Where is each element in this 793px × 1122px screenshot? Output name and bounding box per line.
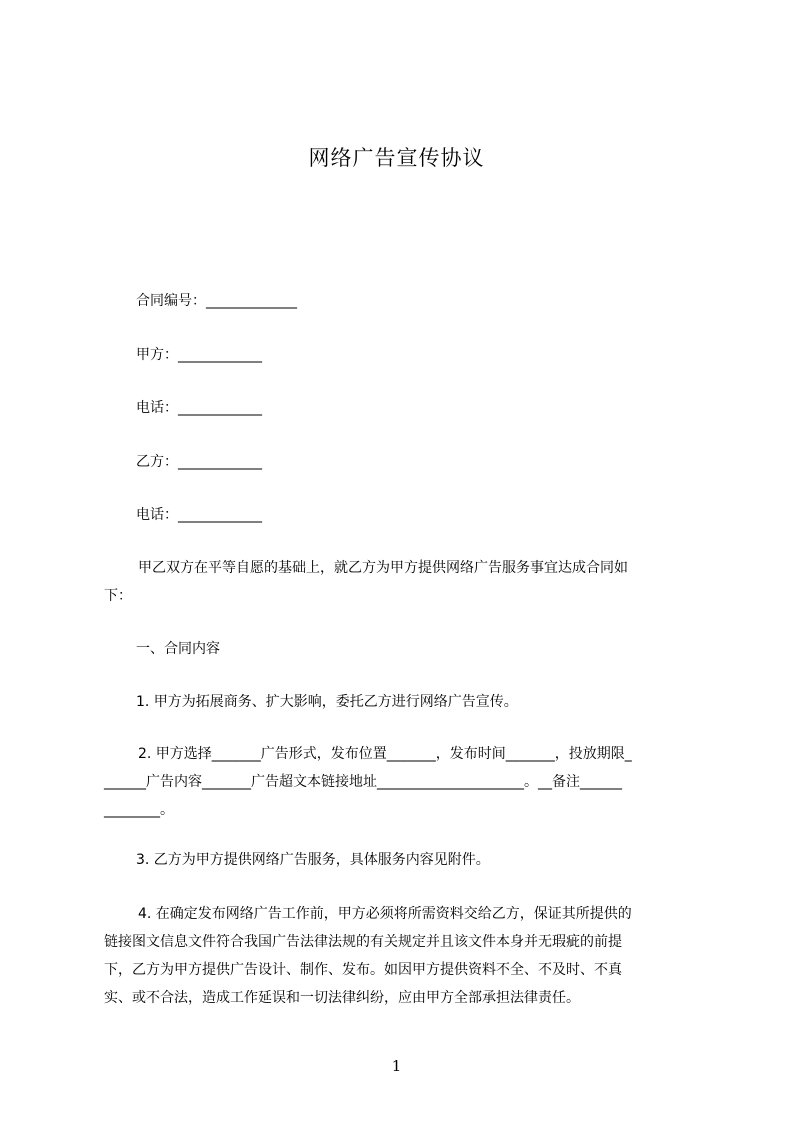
clause-line: 4. 在确定发布网络广告工作前，甲方必须将所需资料交给乙方，保证其所提供的 (138, 906, 632, 922)
clause-2 (104, 745, 704, 819)
clause-line: ________。 (104, 802, 174, 818)
page-number: 1 (391, 1057, 402, 1075)
intro-line: 下： (104, 588, 132, 604)
contract-number-field: 合同编号：_____________ (136, 293, 297, 309)
clause-4 (104, 905, 704, 1007)
intro-paragraph (104, 559, 704, 605)
clause-3: 3. 乙方为甲方提供网络广告服务，具体服务内容见附件。 (136, 852, 490, 868)
party-b-phone-field: 电话：____________ (136, 507, 262, 523)
clause-line: 实、或不合法，造成工作延误和一切法律纠纷，应由甲方全部承担法律责任。 (104, 990, 580, 1006)
clause-1: 1. 甲方为拓展商务、扩大影响，委托乙方进行网络广告宣传。 (136, 694, 518, 710)
party-b-field: 乙方：____________ (136, 454, 262, 470)
clause-line: ______广告内容_______广告超文本链接地址_____________________。__备注______ (104, 774, 622, 790)
clause-line: 2. 甲方选择_______广告形式，发布位置_______，发布时间_______，投放期限_ (138, 746, 632, 762)
clause-line: 下，乙方为甲方提供广告设计、制作、发布。如因甲方提供资料不全、不及时、不真 (104, 962, 622, 978)
section-heading: 一、合同内容 (136, 641, 220, 657)
intro-line: 甲乙双方在平等自愿的基础上，就乙方为甲方提供网络广告服务事宜达成合同如 (138, 560, 628, 576)
document-title: 网络广告宣传协议 (308, 146, 485, 170)
party-a-field: 甲方：____________ (136, 347, 262, 363)
clause-line: 链接图文信息文件符合我国广告法律法规的有关规定并且该文件本身并无瑕疵的前提 (104, 934, 622, 950)
party-a-phone-field: 电话：____________ (136, 400, 262, 416)
